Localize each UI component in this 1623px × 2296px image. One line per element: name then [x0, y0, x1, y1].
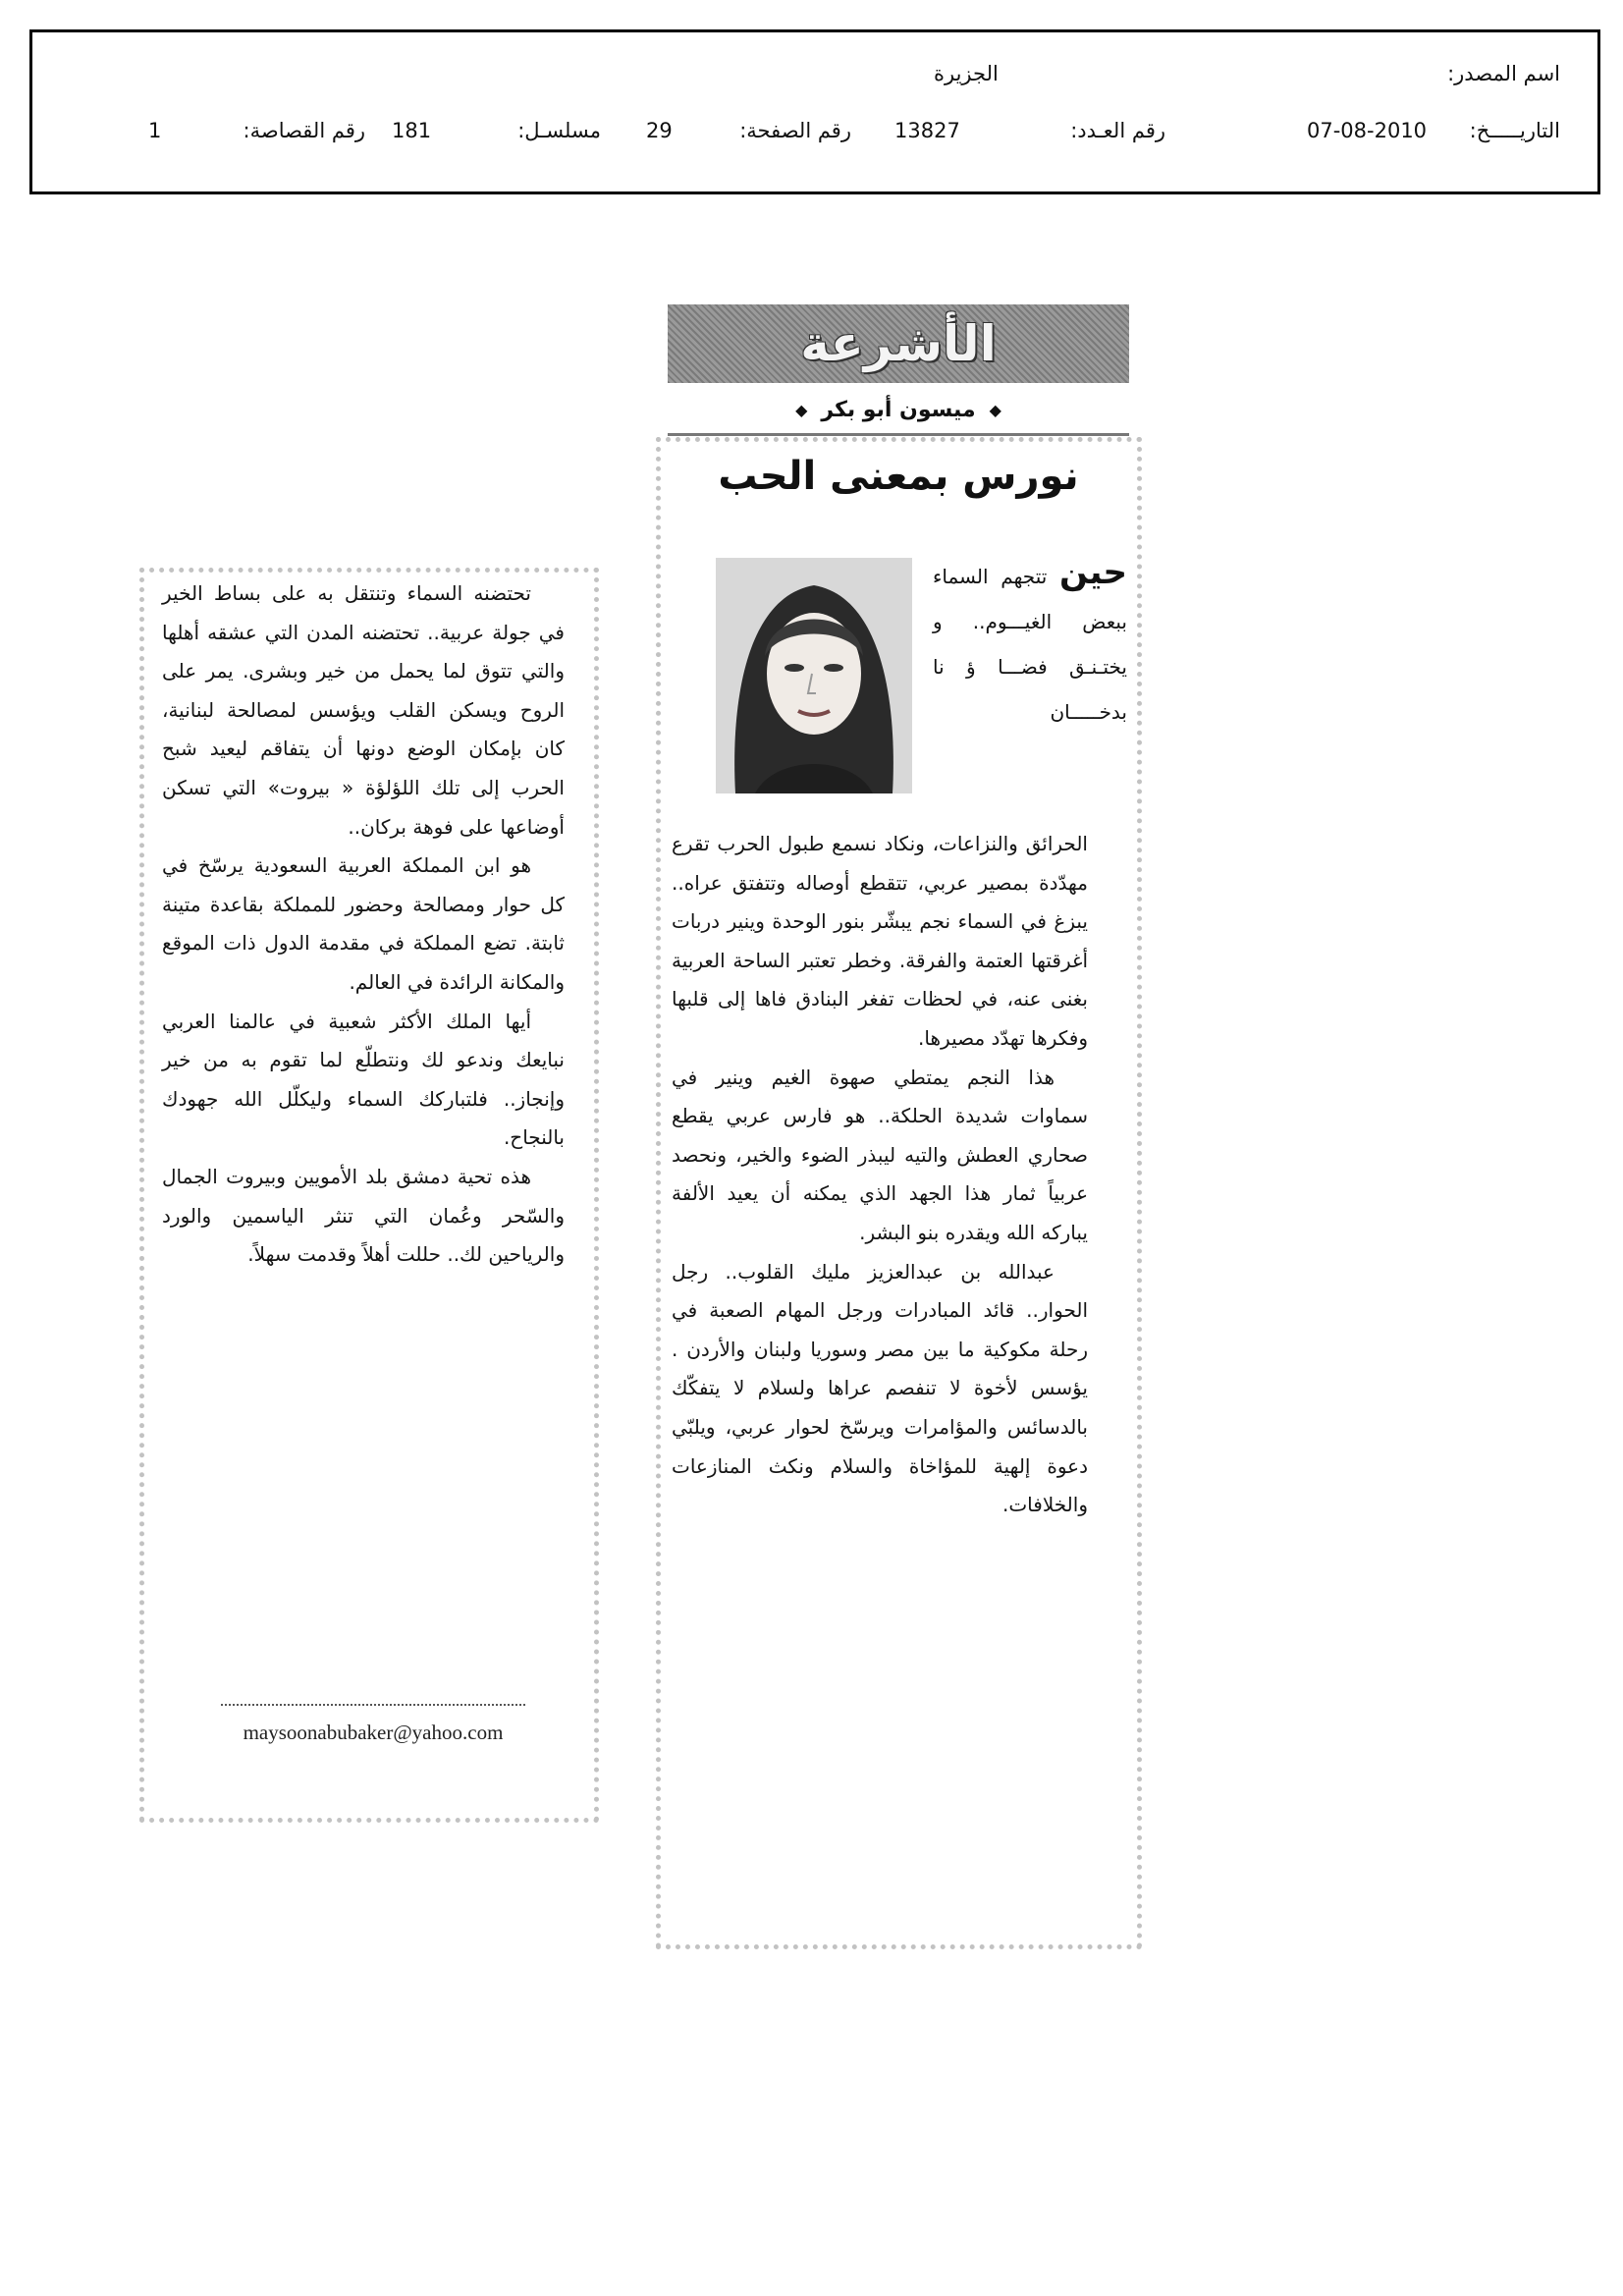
paragraph-3: عبدالله بن عبدالعزيز مليك القلوب.. رجل الحوار.. قائد المبادرات ورجل المهام الصعبة في رحلة مكوكية ما بين مصر وسوريا ولبنان والأردن . يؤسس لأخوة لا تنفصم عراها ولسلام لا يتفكّك بالدسائس والمؤامرات ويرسّخ لحوار عربي، ويلبّي دعوة إلهية للمؤاخاة والسلام ونكث المنازعات والخلافات.	[672, 1259, 1088, 1517]
diamond-icon: ◆	[989, 400, 1001, 419]
serial-value: 181	[392, 119, 432, 142]
clip-value: 1	[148, 119, 162, 142]
date-label: التاريـــــخ:	[1469, 119, 1560, 142]
paragraph-1: الحرائق والنزاعات، ونكاد نسمع طبول الحرب تقرع مهدّدة بمصير عربي، تتقطع أوصاله وتتفتق عراه.. يبزغ في السماء نجم يبشّر بنور الوحدة وينير دربات أغرقتها العتمة والفرقة. وخطر تعتبر الساحة العربية بغنى عنه، في لحظات تفغر البنادق فاها إلى قلبها وفكرها تهدّد مصيرها.	[672, 832, 1088, 1050]
byline-divider	[668, 433, 1129, 436]
page-value: 29	[646, 119, 673, 142]
author-photo	[716, 558, 912, 793]
author-name: ميسون أبو بكر	[821, 397, 976, 422]
paragraph-5: هو ابن المملكة العربية السعودية يرسّخ في كل حوار ومصالحة وحضور للمملكة بقاعدة متينة ثابتة. تضع المملكة في مقدمة الدول ذات الموقع والمكانة الرائدة في العالم.	[162, 853, 565, 994]
diamond-icon: ◆	[795, 400, 808, 419]
date-value: 07-08-2010	[1307, 119, 1428, 142]
email-divider	[221, 1704, 525, 1706]
issue-label: رقم العـدد:	[1070, 119, 1165, 142]
page-label: رقم الصفحة:	[739, 119, 851, 142]
source-value: الجزيرة	[934, 62, 999, 85]
clip-label: رقم القصاصة:	[243, 119, 365, 142]
column-banner	[668, 304, 1129, 383]
serial-label: مسلسـل:	[517, 119, 601, 142]
author-email: maysoonabubaker@yahoo.com	[243, 1721, 504, 1744]
lead-text	[933, 550, 1127, 735]
issue-value: 13827	[894, 119, 960, 142]
left-column-body	[162, 574, 565, 1275]
paragraph-4: تحتضنه السماء وتنتقل به على بساط الخير في جولة عربية.. تحتضنه المدن التي عشقه أهلها والتي تتوق لما يحمل من خير وبشرى. يمر على الروح ويسكن القلب ويؤسس لمصالحة لبنانية، كان بإمكان الوضع دونها أن يتفاقم ليعيد شبح الحرب إلى تلك اللؤلؤة « بيروت» التي تسكن أوضاعها على فوهة بركان..	[162, 581, 565, 839]
lead-lines: تتجهم السماء ببعض الغيـــوم.. و يختـنـق فضـــا ؤ نا بدخـــــان	[933, 565, 1127, 724]
article-title: نورس بمعنى الحب	[718, 454, 1079, 499]
paragraph-7: هذه تحية دمشق بلد الأمويين وبيروت الجمال والسّحر وعُمان التي تنثر الياسمين والورد والرياحين لك.. حللت أهلاً وقدمت سهلاً.	[162, 1164, 565, 1267]
clipping-metadata-box	[29, 29, 1600, 194]
paragraph-6: أيها الملك الأكثر شعبية في عالمنا العربي نبايعك وندعو لك ونتطلّع لما تقوم به من خير وإنجاز.. فلتباركك السماء وليكلّل الله جهودك بالنجاح.	[162, 1009, 565, 1150]
lead-word: حين	[1059, 553, 1128, 592]
author-byline	[668, 386, 1129, 433]
right-column-body	[672, 825, 1088, 1525]
paragraph-2: هذا النجم يمتطي صهوة الغيم وينير في سماوات شديدة الحلكة.. هو فارس عربي يقطع صحاري العطش والتيه ليبذر الضوء والخير، ونحصد عربياً ثمار هذا الجهد الذي يمكنه أن يعيد الألفة يباركه الله ويقدره بنو البشر.	[672, 1065, 1088, 1244]
column-name: الأشرعة	[800, 315, 997, 372]
source-label: اسم المصدر:	[1447, 62, 1560, 85]
